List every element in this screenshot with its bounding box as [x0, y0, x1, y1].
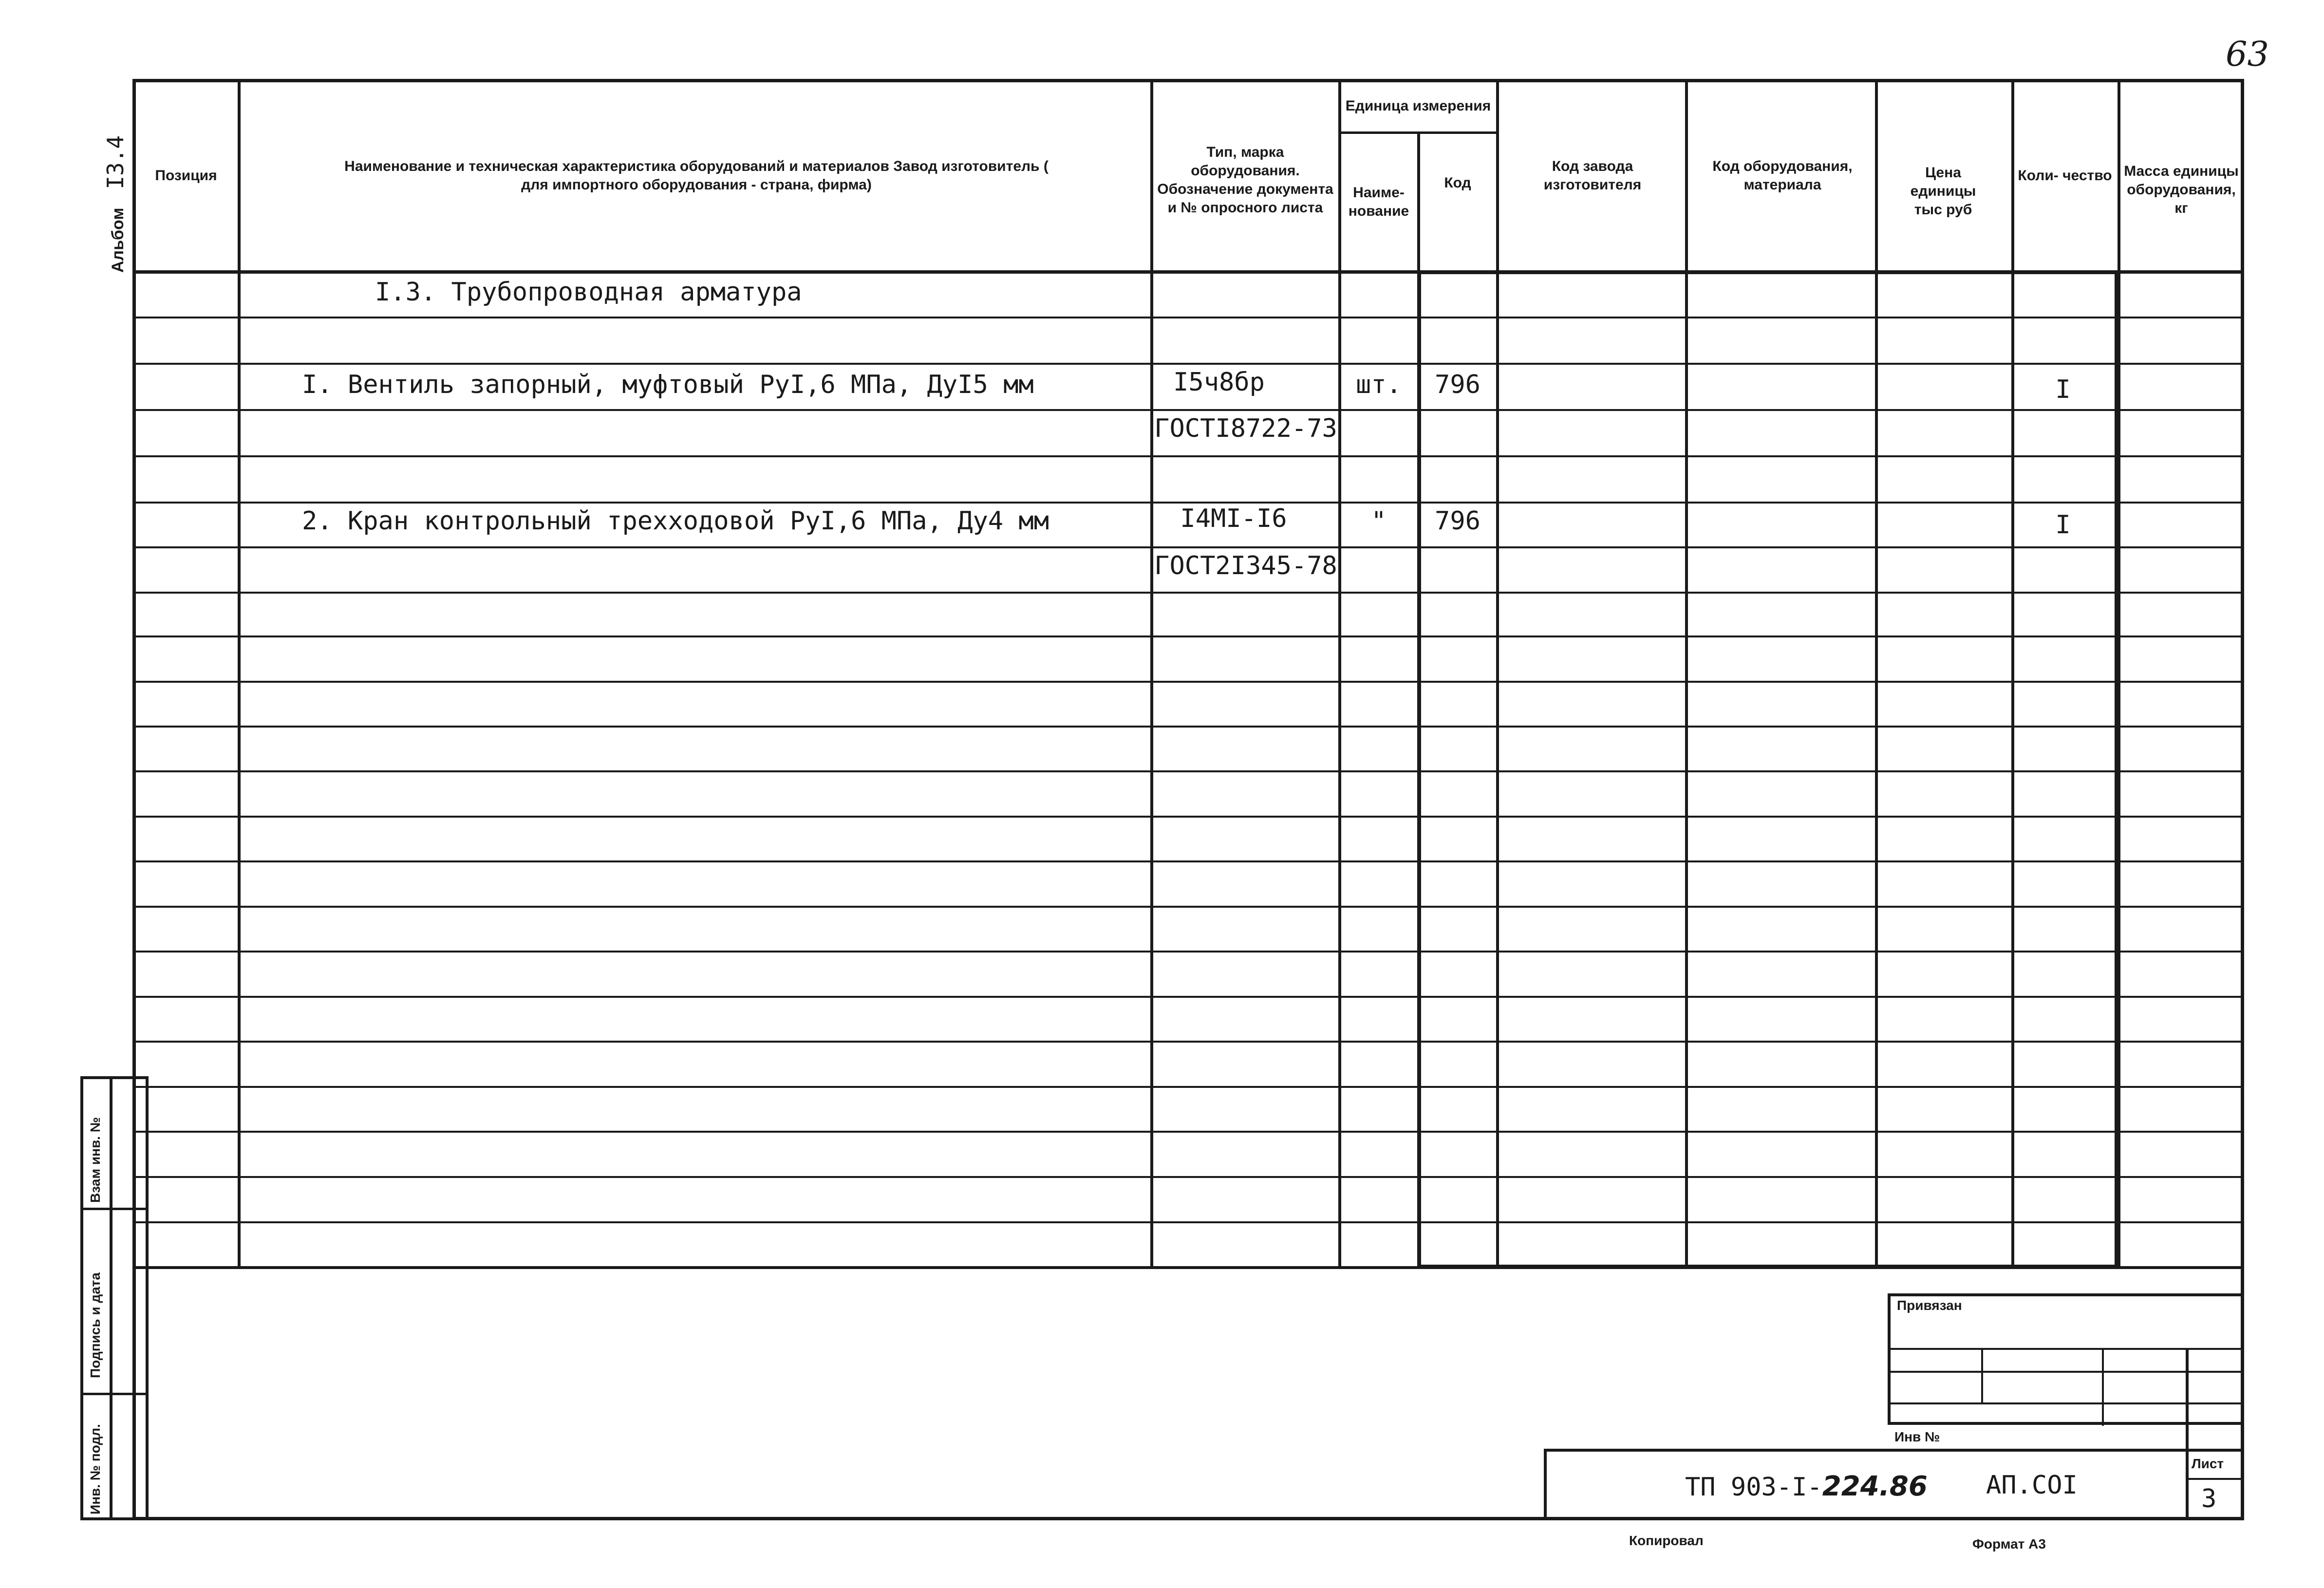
- bold-body-frame: [1417, 270, 2118, 1269]
- side-stamp-signature: Подпись и дата: [88, 1272, 103, 1378]
- sheet-label: Лист: [2192, 1456, 2224, 1471]
- item-2-unit: ": [1371, 506, 1387, 536]
- sheet-number: 3: [2201, 1484, 2217, 1513]
- section-title: I.3. Трубопроводная арматура: [375, 278, 802, 307]
- title-line: [1888, 1348, 2244, 1350]
- header-equipment-code: Код оборудования, материала: [1712, 158, 1853, 193]
- doc-mark: АП.СОI: [1986, 1471, 2078, 1500]
- inv-label: Инв №: [1894, 1429, 1940, 1444]
- item-1-type-doc: ГОСТI8722-73: [1154, 414, 1337, 443]
- item-1-code: 796: [1435, 370, 1481, 399]
- side-stamp-line: [80, 1208, 149, 1210]
- album-number: I3.4: [102, 135, 129, 189]
- item-2-type: I4МI-I6: [1180, 504, 1287, 533]
- header-position: Позиция: [155, 167, 217, 184]
- album-label-text: Альбом: [109, 207, 127, 273]
- side-stamp-inv: Инв. № подл.: [88, 1424, 103, 1514]
- item-1-type: I5ч8бр: [1173, 368, 1265, 397]
- unit-group-line: [1338, 131, 1496, 134]
- side-stamp-divider: [110, 1076, 112, 1520]
- header-plant-code: Код завода изготовителя: [1543, 158, 1642, 193]
- item-2-qty: I: [2055, 510, 2071, 540]
- format-label: Формат А3: [1972, 1536, 2046, 1551]
- item-1-qty: I: [2055, 375, 2071, 404]
- col-line: [1150, 79, 1153, 1267]
- copied-label: Копировал: [1629, 1533, 1704, 1548]
- title-line: [1888, 1402, 2244, 1404]
- header-unit-code: Код: [1444, 175, 1471, 191]
- sheet-label-line: [2186, 1478, 2244, 1480]
- item-1-unit: шт.: [1356, 370, 1402, 399]
- title-divider: [2102, 1348, 2104, 1426]
- header-name: Наименование и техническая характеристика оборудований и материалов Завод изготовитель ( для импортного оборудования - страна, фирма): [344, 158, 1049, 193]
- side-stamp-replace: Взам инв. №: [88, 1117, 103, 1203]
- item-2-code: 796: [1435, 506, 1481, 536]
- page-number: 63: [2226, 34, 2269, 74]
- doc-code-prefix: ТП 903-I-: [1685, 1473, 1822, 1502]
- item-1-name: I. Вентиль запорный, муфтовый РуI,6 МПа, ДуI5 мм: [302, 370, 1034, 399]
- bound-label: Привязан: [1897, 1298, 1962, 1313]
- side-stamp-line: [80, 1393, 149, 1395]
- col-line: [238, 79, 241, 1267]
- doc-code: [1685, 1471, 1928, 1502]
- header-unit-group: Единица измерения: [1345, 98, 1491, 114]
- title-line: [1888, 1371, 2244, 1373]
- doc-code-number: 224.86: [1822, 1471, 1928, 1502]
- item-2-type-doc: ГОСТ2I345-78: [1154, 551, 1337, 580]
- item-2-name: 2. Кран контрольный трехходовой РуI,6 МПа, Ду4 мм: [302, 506, 1050, 536]
- album-label: [102, 135, 129, 273]
- header-quantity: Коли- чество: [2018, 167, 2112, 184]
- header-type: Тип, марка оборудования. Обозначение документа и № опросного листа: [1157, 144, 1333, 216]
- header-unit-name: Наиме- нование: [1348, 184, 1409, 219]
- title-divider: [1981, 1348, 1983, 1402]
- header-mass: Масса единицы оборудования, кг: [2124, 163, 2239, 216]
- header-price: Цена единицы тыс руб: [1910, 164, 1976, 218]
